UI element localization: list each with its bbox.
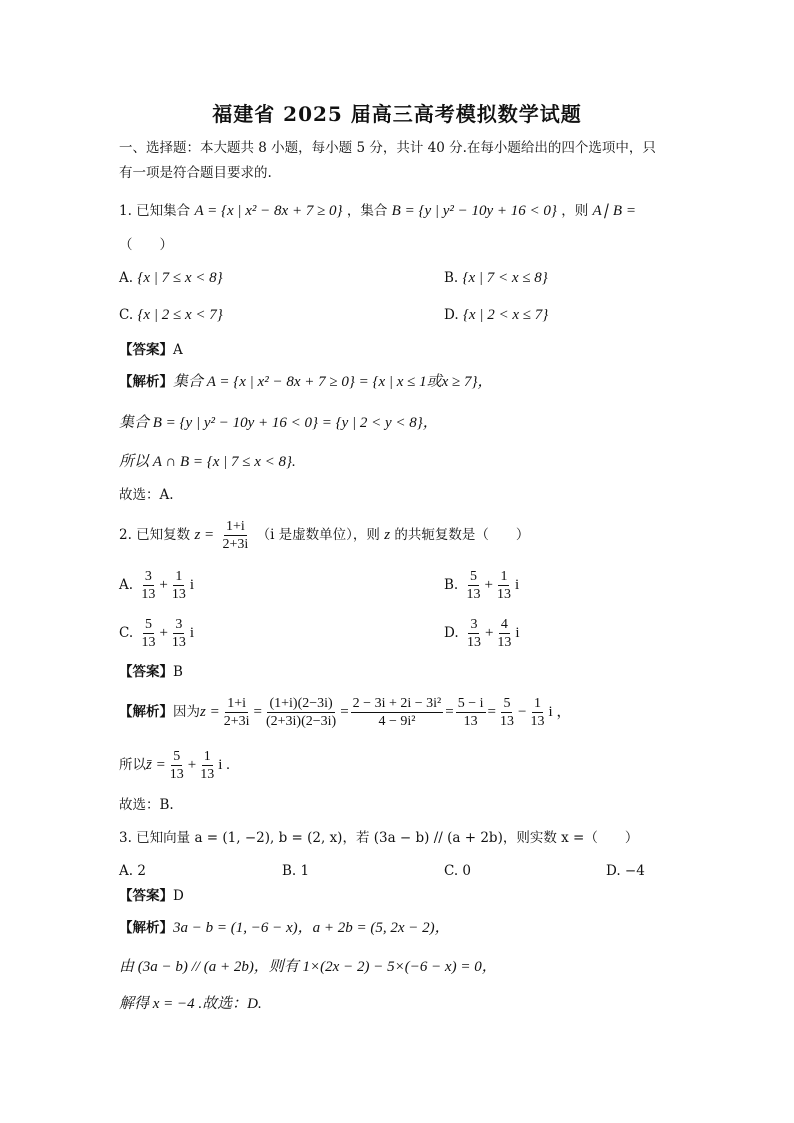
q2-z: z [384, 527, 391, 543]
q2-a-n1: 3 [144, 569, 152, 584]
q2-option-b-frac1 [465, 568, 483, 603]
q1-option-c-text: {x | 2 ≤ x < 7} [137, 307, 223, 323]
q2-analysis-f2 [264, 695, 338, 730]
q2-c-plus: + [159, 625, 168, 641]
q3-analysis-text1: 3a − b = (1, −6 − x)，a + 2b = (5, 2x − 2)， [173, 920, 450, 936]
page-title: 福建省 2025 届高三高考模拟数学试题 [212, 102, 582, 126]
q2-eq1: = [253, 704, 262, 720]
q3-analysis-line1 [119, 918, 450, 938]
q2-d-d2: 13 [497, 635, 512, 650]
q2-f4n: 5 − i [457, 696, 484, 711]
q2-c-d2: 13 [171, 635, 186, 650]
q1-option-b [444, 268, 548, 288]
q2-eq3: = [445, 704, 454, 720]
q2-f2d: (2+3i)(2−3i) [265, 714, 337, 729]
q2-f1d: 2+3i [223, 714, 250, 729]
q2-b-i: i [514, 577, 520, 593]
q2-analysis-line1 [119, 692, 571, 732]
q3-analysis-text2: 由 (3a − b) // (a + 2b)，则有 1×(2x − 2) − 5×(−6 − x) = 0， [119, 959, 497, 975]
q2-c-n2: 3 [175, 617, 183, 632]
q2-analysis-f5 [498, 695, 516, 730]
q2-analysis-tag: 【解析】 [119, 704, 173, 720]
q2-option-d-label: D. [444, 625, 459, 641]
q1-option-a-text: {x | 7 ≤ x < 8} [137, 270, 223, 286]
q2-stem-c: 的共轭复数是（ ） [394, 527, 530, 543]
q2-f3n: 2 − 3i + 2i − 3i² [352, 696, 442, 711]
q3-option-a: A. 2 [119, 863, 146, 879]
q1-option-a [119, 268, 223, 288]
q2-option-a [119, 566, 194, 604]
q2-option-c [119, 614, 194, 652]
q2-analysis-f4 [456, 695, 486, 730]
q2-f1n: 1+i [227, 696, 247, 711]
q1-analysis-line2 [119, 413, 438, 433]
q2-zbar: z̄ = [146, 757, 166, 773]
q2-f5n: 5 [503, 696, 511, 711]
q2-option-d [444, 614, 520, 652]
section-instruction-line1: 一、选择题：本大题共 8 小题，每小题 5 分，共计 40 分.在每小题给出的四个选项中，只 [119, 140, 656, 156]
section-instruction-line2: 有一项是符合题目要求的. [119, 165, 272, 181]
q3-option-b: B. 1 [282, 863, 310, 879]
q2-s1d: 13 [169, 767, 184, 782]
q2-c-i: i [189, 625, 195, 641]
q1-analysis-tag: 【解析】 [119, 374, 173, 390]
q1-option-d-text: {x | 2 < x ≤ 7} [462, 307, 549, 323]
q1-option-d [444, 305, 548, 325]
q2-option-a-label: A. [119, 577, 134, 593]
q2-b-n2: 1 [500, 569, 508, 584]
q2-b-d1: 13 [466, 587, 481, 602]
q2-stem-a: 2. 已知复数 [119, 527, 191, 543]
q2-c-n1: 5 [144, 617, 152, 632]
q2-stem-den: 2+3i [222, 537, 249, 552]
q2-d-n1: 3 [470, 617, 478, 632]
q2-so-tail: i . [218, 757, 230, 773]
q2-analysis-f6 [528, 695, 546, 730]
q3-option-c: C. 0 [444, 863, 472, 879]
q2-analysis-pre: 因为 [173, 704, 200, 720]
q2-stem-fraction [220, 518, 250, 553]
q1-analysis-line1 [119, 372, 493, 392]
q1-analysis-line3 [119, 452, 296, 472]
q2-analysis-line2 [119, 746, 230, 784]
q2-f6n: 1 [533, 696, 541, 711]
q1-ask: A∣ B = [592, 203, 636, 219]
q2-option-d-frac1 [465, 616, 483, 651]
q3-answer-tag: 【答案】 [119, 888, 173, 904]
q2-eq4: = [487, 704, 496, 720]
q2-b-plus: + [484, 577, 493, 593]
q2-d-d1: 13 [466, 635, 481, 650]
q2-option-a-frac2 [170, 568, 188, 603]
q2-b-d2: 13 [496, 587, 511, 602]
q1-answer [119, 340, 183, 360]
q2-minus: − [517, 704, 527, 720]
q2-d-n2: 4 [500, 617, 508, 632]
q3-answer [119, 886, 184, 906]
q1-analysis-text2: 集合 B = {y | y² − 10y + 16 < 0} = {y | 2 < y < 8}， [119, 415, 438, 431]
q2-so-f2 [198, 748, 216, 783]
q2-d-i: i [515, 625, 520, 641]
q2-option-c-label: C. [119, 625, 134, 641]
q3-option-d: D. −4 [606, 863, 645, 879]
q2-a-d2: 13 [171, 587, 186, 602]
q1-set-a: A = {x | x² − 8x + 7 ≥ 0} [194, 203, 343, 219]
q2-f2n: (1+i)(2−3i) [269, 696, 333, 711]
q2-option-c-frac1 [139, 616, 157, 651]
q2-c-d1: 13 [141, 635, 156, 650]
q1-paren: （ ） [119, 237, 173, 253]
q2-option-b-frac2 [495, 568, 513, 603]
q1-analysis-text3: 所以 A ∩ B = {x | 7 ≤ x < 8}. [119, 454, 296, 470]
q1-option-c [119, 305, 223, 325]
q1-option-d-label: D. [444, 307, 459, 323]
q2-option-c-frac2 [170, 616, 188, 651]
q2-s2d: 13 [200, 767, 215, 782]
q2-tail: i ， [548, 704, 572, 720]
q2-analysis-f1 [222, 695, 252, 730]
q2-z-eq: z = [194, 527, 215, 543]
q2-so-plus: + [187, 757, 197, 773]
q2-a-n2: 1 [175, 569, 183, 584]
q3-analysis-line3 [119, 994, 262, 1014]
q1-analysis-text1: 集合 A = {x | x² − 8x + 7 ≥ 0} = {x | x ≤ 1或x ≥ 7}， [173, 374, 493, 390]
q1-option-c-label: C. [119, 307, 134, 323]
q2-stem-num: 1+i [225, 519, 245, 534]
q2-stem-b: （i 是虚数单位），则 [256, 527, 380, 543]
q1-answer-value: A [173, 342, 183, 358]
q1-option-b-label: B. [444, 270, 459, 286]
q2-analysis-z: z = [200, 704, 220, 720]
q2-answer-tag: 【答案】 [119, 664, 173, 680]
q2-answer [119, 662, 183, 682]
q1-answer-tag: 【答案】 [119, 342, 173, 358]
q2-a-plus: + [159, 577, 168, 593]
q2-option-d-frac2 [495, 616, 513, 651]
q1-option-a-label: A. [119, 270, 134, 286]
q3-answer-value: D [173, 888, 184, 904]
q2-stem [119, 516, 529, 554]
q1-stem-a: 1. 已知集合 [119, 203, 191, 219]
q2-eq2: = [340, 704, 349, 720]
q2-f6d: 13 [530, 714, 545, 729]
q2-a-i: i [189, 577, 194, 593]
q2-option-b-label: B. [444, 577, 459, 593]
q2-analysis-f3 [351, 695, 444, 730]
q2-s2n: 1 [203, 749, 211, 764]
q3-analysis-line2 [119, 957, 497, 977]
q1-stem-c: ，则 [561, 203, 589, 219]
q1-set-b: B = {y | y² − 10y + 16 < 0} [391, 203, 557, 219]
q2-f4d: 13 [463, 714, 478, 729]
q1-stem-b: ，集合 [346, 203, 388, 219]
q2-b-n1: 5 [470, 569, 478, 584]
q2-so: 所以 [119, 757, 146, 773]
q2-d-plus: + [484, 625, 494, 641]
q1-choose: 故选：A. [119, 487, 174, 503]
q3-analysis-text3: 解得 x = −4 .故选：D. [119, 996, 262, 1012]
q3-stem: 3. 已知向量 a = (1, −2), b = (2, x)，若 (3a − b) // (a + 2b)，则实数 x =（ ） [119, 830, 639, 846]
q1-stem [119, 201, 636, 221]
q2-a-d1: 13 [141, 587, 156, 602]
q3-analysis-tag: 【解析】 [119, 920, 173, 936]
q2-option-b [444, 566, 519, 604]
q2-so-f1 [168, 748, 186, 783]
q1-option-b-text: {x | 7 < x ≤ 8} [462, 270, 548, 286]
q2-choose: 故选：B. [119, 797, 174, 813]
q2-option-a-frac1 [139, 568, 157, 603]
q2-f5d: 13 [499, 714, 514, 729]
q2-answer-value: B [173, 664, 183, 680]
q2-s1n: 5 [173, 749, 181, 764]
q2-f3d: 4 − 9i² [378, 714, 416, 729]
